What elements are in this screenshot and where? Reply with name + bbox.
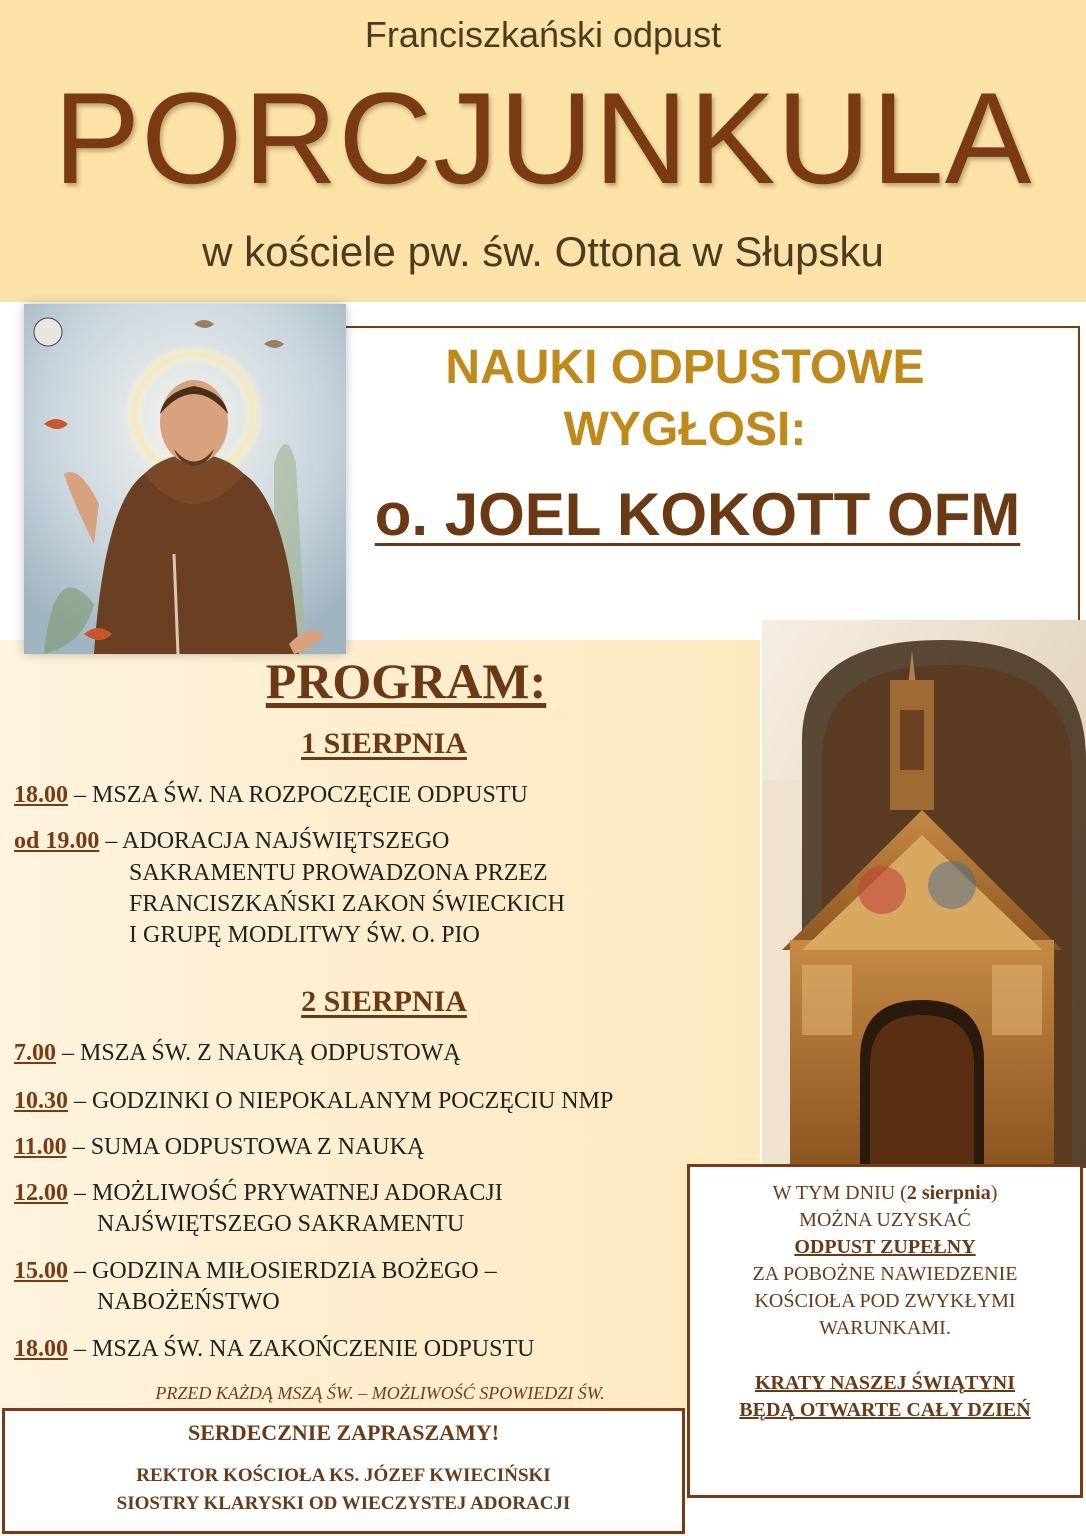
schedule-item — [14, 1178, 503, 1209]
porziuncola-chapel-image — [762, 620, 1086, 1168]
info-line-emphasis — [687, 1397, 1083, 1424]
schedule-item — [14, 1086, 613, 1117]
signature-line: SIOSTRY KLARYSKI OD WIECZYSTEJ ADORACJI — [116, 1493, 571, 1514]
schedule-time: 18.00 — [14, 1336, 68, 1362]
schedule-text: – MOŻLIWOŚĆ PRYWATNEJ ADORACJI — [68, 1180, 503, 1206]
preacher-name: o. JOEL KOKOTT OFM — [374, 481, 1021, 548]
schedule-time: 10.30 — [14, 1088, 68, 1114]
info-line: ZA POBOŻNE NAWIEDZENIE — [752, 1263, 1018, 1285]
schedule-item — [14, 1132, 424, 1163]
schedule-time: 12.00 — [14, 1180, 68, 1206]
schedule-item — [14, 1256, 497, 1287]
info-emphasis: BĘDĄ OTWARTE CAŁY DZIEŃ — [739, 1399, 1031, 1421]
info-date: 2 sierpnia — [906, 1182, 991, 1204]
info-emphasis: ODPUST ZUPEŁNY — [794, 1236, 976, 1258]
header-location: w kościele pw. św. Ottona w Słupsku — [202, 228, 884, 275]
saint-francis-image — [24, 304, 346, 654]
schedule-time: od 19.00 — [14, 828, 100, 854]
day1-heading: 1 SIERPNIA — [301, 727, 467, 760]
day2-heading: 2 SIERPNIA — [301, 985, 467, 1018]
schedule-item — [14, 780, 528, 811]
info-emphasis: KRATY NASZEJ ŚWIĄTYNI — [754, 1372, 1016, 1394]
schedule-text: – SUMA ODPUSTOWA Z NAUKĄ — [66, 1134, 425, 1160]
schedule-text: – GODZINKI O NIEPOKALANYM POCZĘCIU NMP — [68, 1088, 614, 1114]
schedule-text: – MSZA ŚW. NA ROZPOCZĘCIE ODPUSTU — [68, 782, 528, 808]
info-line-emphasis — [687, 1234, 1083, 1261]
schedule-time: 15.00 — [14, 1258, 68, 1284]
schedule-text-cont: NAJŚWIĘTSZEGO SAKRAMENTU — [97, 1211, 465, 1237]
info-line: WARUNKAMI. — [819, 1317, 951, 1339]
schedule-item — [14, 1038, 461, 1069]
schedule-item — [14, 826, 449, 857]
confession-note: PRZED KAŻDĄ MSZĄ ŚW. – MOŻLIWOŚĆ SPOWIEDZI ŚW. — [155, 1383, 605, 1403]
program-title: PROGRAM: — [265, 653, 547, 709]
info-line — [687, 1180, 1083, 1207]
page-title: PORCJUNKULA — [53, 65, 1033, 211]
schedule-text: – MSZA ŚW. NA ZAKOŃCZENIE ODPUSTU — [68, 1336, 535, 1362]
schedule-text: – ADORACJA NAJŚWIĘTSZEGO — [99, 828, 450, 854]
info-text: ) — [990, 1182, 998, 1204]
schedule-item — [14, 1334, 534, 1365]
info-line: KOŚCIOŁA POD ZWYKŁYMI — [754, 1290, 1016, 1312]
info-line-emphasis — [687, 1370, 1083, 1397]
schedule-text-cont: I GRUPĘ MODLITWY ŚW. O. PIO — [129, 922, 480, 948]
info-text: W TYM DNIU ( — [772, 1182, 907, 1204]
schedule-time: 7.00 — [14, 1040, 56, 1066]
invitation-text: SERDECZNIE ZAPRASZAMY! — [187, 1420, 500, 1445]
nauki-heading-line1: NAUKI ODPUSTOWE — [445, 341, 925, 394]
header-subtitle: Franciszkański odpust — [364, 14, 722, 55]
schedule-text-cont: FRANCISZKAŃSKI ZAKON ŚWIECKICH — [129, 891, 566, 917]
signature-line: REKTOR KOŚCIOŁA KS. JÓZEF KWIECIŃSKI — [136, 1465, 551, 1486]
schedule-text-cont: NABOŻEŃSTWO — [97, 1289, 280, 1315]
schedule-text: – MSZA ŚW. Z NAUKĄ ODPUSTOWĄ — [56, 1040, 461, 1066]
schedule-text: – GODZINA MIŁOSIERDZIA BOŻEGO – — [68, 1258, 497, 1284]
schedule-time: 11.00 — [14, 1134, 67, 1160]
schedule-text-cont: SAKRAMENTU PROWADZONA PRZEZ — [129, 860, 548, 886]
schedule-time: 18.00 — [14, 782, 68, 808]
info-line: MOŻNA UZYSKAĆ — [799, 1209, 971, 1231]
nauki-heading-line2: WYGŁOSI: — [563, 403, 807, 456]
